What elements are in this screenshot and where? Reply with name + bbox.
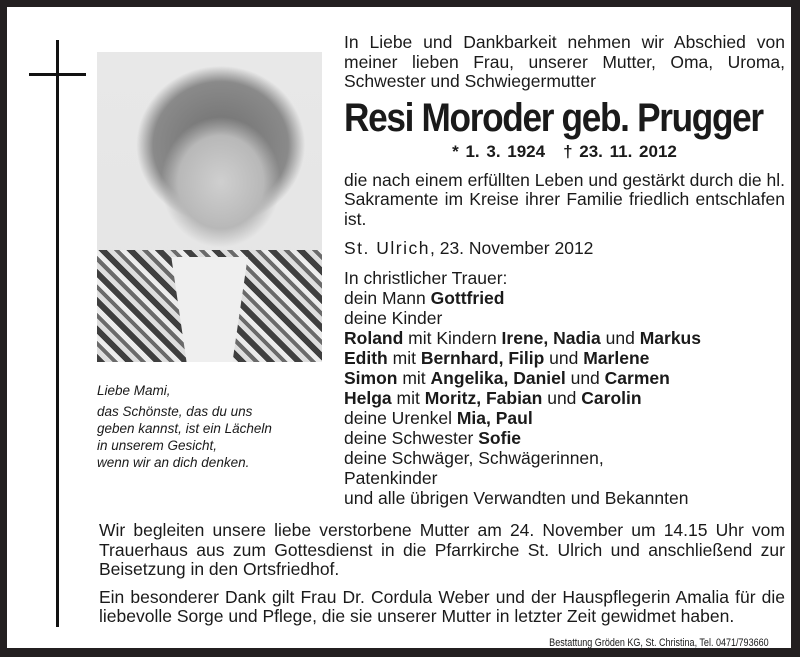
mourner-name: Edith: [344, 348, 388, 368]
mourner-name: Angelika, Daniel: [430, 368, 566, 388]
mourner-name: Carolin: [581, 388, 642, 408]
mourner-relation: und: [542, 388, 582, 408]
date: , 23. November 2012: [429, 238, 594, 258]
mourner-name: Marlene: [583, 348, 650, 368]
mourner-line: [344, 428, 785, 448]
birth-date: * 1. 3. 1924: [452, 141, 546, 161]
place: St. Ulrich: [344, 238, 430, 258]
mourner-relation: und: [544, 348, 584, 368]
mourner-line: [344, 448, 785, 468]
obituary-notice: [7, 7, 791, 648]
mourner-line: [344, 368, 785, 388]
quote-line: das Schönste, das du uns: [97, 404, 253, 419]
mourner-relation: deine Urenkel: [344, 408, 457, 428]
mourner-name: Roland: [344, 328, 404, 348]
quote-line: geben kannst, ist ein Lächeln: [97, 421, 272, 436]
mourner-line: [344, 488, 785, 508]
mourner-name: Carmen: [604, 368, 670, 388]
mourner-line: [344, 328, 785, 348]
mourner-line: [344, 468, 785, 488]
quote-line: wenn wir an dich denken.: [97, 455, 250, 470]
mourner-line: [344, 408, 785, 428]
mourner-relation: deine Kinder: [344, 308, 443, 328]
mourner-relation: und: [565, 368, 605, 388]
mourner-name: Mia, Paul: [456, 408, 533, 428]
cross-icon: [56, 40, 59, 627]
deceased-name: Resi Moroder geb. Prugger: [344, 95, 763, 140]
mourners-list: [344, 268, 785, 508]
mourner-relation: deine Schwäger, Schwägerinnen,: [344, 448, 604, 468]
mourner-line: [344, 388, 785, 408]
memorial-quote: [97, 382, 322, 471]
mourner-name: Bernhard, Filip: [420, 348, 545, 368]
mourner-name: Simon: [344, 368, 398, 388]
mourner-line: [344, 288, 785, 308]
thanks-text: Ein besonderer Dank gilt Frau Dr. Cordula Weber und der Hauspflegerin Amalia für die liebevolle Sorge und Pflege, die sie unserer Mutter in letzter Zeit gewidmet haben.: [99, 586, 785, 626]
mourner-name: Sofie: [478, 428, 522, 448]
mourner-relation: und: [600, 328, 640, 348]
mourner-name: Moritz, Fabian: [424, 388, 543, 408]
mourner-name: Markus: [639, 328, 701, 348]
mourner-name: Irene, Nadia: [501, 328, 601, 348]
notice-main: [344, 33, 785, 508]
quote-salutation: Liebe Mami,: [97, 383, 171, 398]
mourner-line: [344, 308, 785, 328]
mourner-relation: mit: [391, 388, 425, 408]
mourner-name: Helga: [344, 388, 392, 408]
mourner-relation: Patenkinder: [344, 468, 438, 488]
mourning-heading: In christlicher Trauer:: [344, 268, 508, 288]
funeral-text: Wir begleiten unsere liebe verstorbene Mutter am 24. November um 14.15 Uhr vom Trauerhaus aus zum Gottesdienst in die Pfarrkirche St. Ulrich und anschließend zur Beisetzung in den Ortsfriedhof.: [99, 520, 785, 579]
quote-line: in unserem Gesicht,: [97, 438, 218, 453]
passing-text: die nach einem erfüllten Leben und gestärkt durch die hl. Sakramente im Kreise ihrer Familie friedlich entschlafen ist.: [344, 169, 785, 229]
mourner-relation: mit Kindern: [403, 328, 502, 348]
life-dates: [344, 142, 785, 162]
mourner-line: [344, 348, 785, 368]
portrait-photo: [97, 52, 322, 362]
mourner-relation: mit: [397, 368, 431, 388]
mourner-relation: und alle übrigen Verwandten und Bekannten: [344, 488, 689, 508]
mourner-relation: mit: [387, 348, 421, 368]
intro-text: In Liebe und Dankbarkeit nehmen wir Abschied von meiner lieben Frau, unserer Mutter, Oma, Uroma, Schwester und Schwiegermutter: [344, 32, 785, 91]
mourner-name: Gottfried: [430, 288, 505, 308]
cross-icon-bar: [29, 73, 86, 76]
funeral-info: [99, 521, 785, 635]
mourner-relation: dein Mann: [344, 288, 431, 308]
mourner-relation: deine Schwester: [344, 428, 479, 448]
place-date: [344, 238, 785, 259]
funeral-home-footer: Bestattung Gröden KG, St. Christina, Tel. 0471/793660: [549, 637, 769, 649]
death-date: † 23. 11. 2012: [563, 141, 677, 161]
